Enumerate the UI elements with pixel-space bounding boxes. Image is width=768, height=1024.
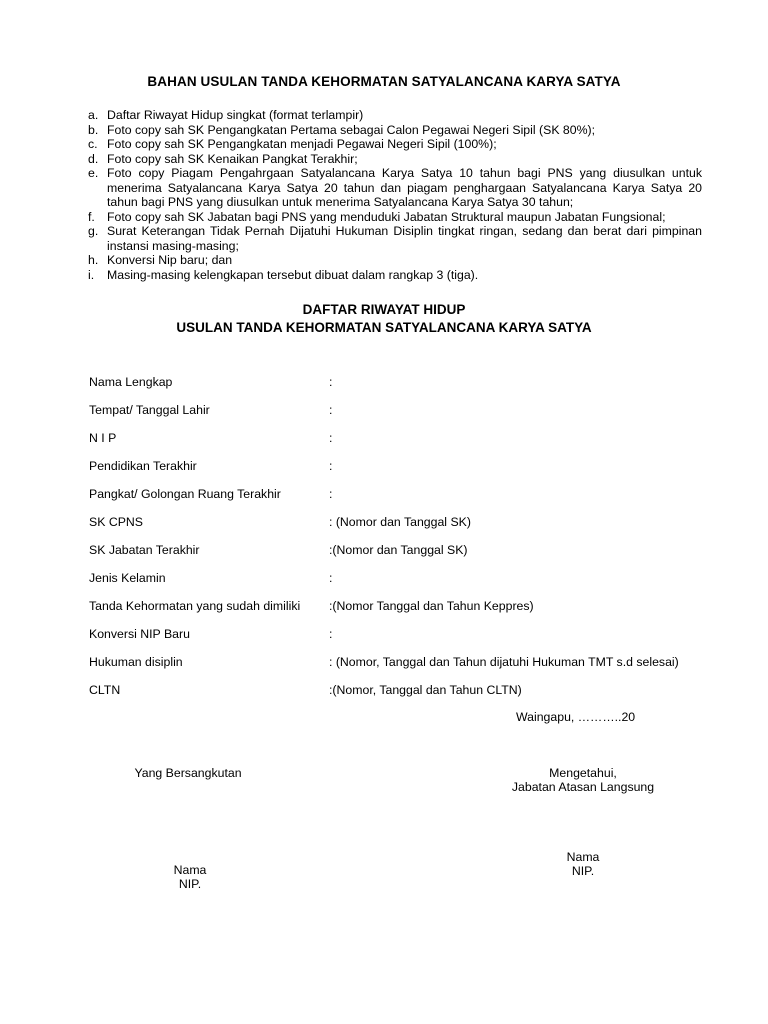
form-row (89, 515, 729, 531)
field-label: SK CPNS (89, 515, 143, 529)
requirements-list (88, 108, 702, 282)
place-date: Waingapu, ………..20 (516, 710, 636, 724)
field-label: Nama Lengkap (89, 375, 173, 389)
list-item-text: Foto copy sah SK Jabatan bagi PNS yang menduduki Jabatan Struktural maupun Jabatan Fungsional; (107, 209, 666, 224)
list-item-text: Daftar Riwayat Hidup singkat (format terlampir) (107, 108, 364, 122)
field-value: :(Nomor Tanggal dan Tahun Keppres) (329, 599, 534, 613)
list-item-letter: b. (88, 122, 99, 137)
signature-right-name: Nama (566, 850, 600, 864)
field-label: Pangkat/ Golongan Ruang Terakhir (89, 487, 281, 501)
list-item (88, 137, 702, 152)
list-item-letter: d. (88, 151, 99, 166)
list-item-text: Masing-masing kelengkapan tersebut dibuat dalam rangkap 3 (tiga). (107, 267, 479, 282)
signature-left-heading: Yang Bersangkutan (134, 766, 242, 780)
field-value: : (329, 375, 333, 389)
field-label: Jenis Kelamin (89, 571, 166, 585)
list-item-text: Foto copy sah SK Pengangkatan Pertama sebagai Calon Pegawai Negeri Sipil (SK 80%); (107, 122, 596, 137)
field-value: : (329, 571, 333, 585)
field-value: : (329, 627, 333, 641)
list-item-letter: i. (88, 267, 95, 282)
field-label: N I P (89, 431, 117, 445)
field-label: Pendidikan Terakhir (89, 459, 197, 473)
form-row (89, 375, 729, 391)
list-item-letter: f. (88, 209, 95, 224)
field-label: Konversi NIP Baru (89, 627, 190, 641)
field-label: Tempat/ Tanggal Lahir (89, 403, 210, 417)
list-item-text: Konversi Nip baru; dan (107, 253, 233, 267)
list-item (88, 108, 702, 123)
form-row (89, 599, 729, 615)
form-row (89, 655, 729, 671)
list-item (88, 123, 702, 138)
document-title: BAHAN USULAN TANDA KEHORMATAN SATYALANCANA KARYA SATYA (147, 74, 621, 89)
form-row (89, 627, 729, 643)
list-item-text: Foto copy sah SK Kenaikan Pangkat Terakhir; (107, 151, 358, 166)
field-value: : (Nomor, Tanggal dan Tahun dijatuhi Hukuman TMT s.d selesai) (329, 655, 679, 669)
form-row (89, 431, 729, 447)
list-item (88, 152, 702, 167)
form-subtitle: USULAN TANDA KEHORMATAN SATYALANCANA KARYA SATYA (176, 320, 592, 335)
form-row (89, 683, 729, 699)
list-item-letter: g. (88, 224, 99, 238)
field-label: CLTN (89, 683, 121, 697)
list-item-letter: h. (88, 253, 99, 267)
form-row (89, 543, 729, 559)
field-label: SK Jabatan Terakhir (89, 543, 200, 557)
field-value: : (Nomor dan Tanggal SK) (329, 515, 471, 529)
list-item (88, 253, 702, 268)
list-item (88, 166, 702, 210)
list-item-letter: a. (88, 108, 99, 122)
list-item-letter: e. (88, 166, 99, 180)
list-item-text: Surat Keterangan Tidak Pernah Dijatuhi Hukuman Disiplin tingkat ringan, sedang dan berat dari pimpinan instansi masing-masing; (107, 224, 702, 253)
list-item (88, 224, 702, 253)
list-item-letter: c. (88, 137, 98, 151)
field-value: : (329, 487, 333, 501)
list-item (88, 268, 702, 283)
list-item (88, 210, 702, 225)
field-value: :(Nomor, Tanggal dan Tahun CLTN) (329, 683, 522, 697)
signature-left-name: Nama (173, 863, 207, 877)
list-item-text: Foto copy sah SK Pengangkatan menjadi Pegawai Negeri Sipil (100%); (107, 137, 497, 151)
signature-left-nip: NIP. (178, 877, 202, 891)
field-value: : (329, 459, 333, 473)
form-row (89, 459, 729, 475)
form-row (89, 571, 729, 587)
form-row (89, 403, 729, 419)
signature-right-position: Jabatan Atasan Langsung (511, 780, 655, 794)
field-label: Hukuman disiplin (89, 655, 183, 669)
field-value: :(Nomor dan Tanggal SK) (329, 543, 468, 557)
field-value: : (329, 431, 333, 445)
field-label: Tanda Kehormatan yang sudah dimiliki (89, 599, 301, 613)
signature-right-nip: NIP. (571, 864, 595, 878)
signature-right-heading: Mengetahui, (549, 766, 617, 780)
form-title: DAFTAR RIWAYAT HIDUP (302, 302, 466, 317)
form-row (89, 487, 729, 503)
field-value: : (329, 403, 333, 417)
list-item-text: Foto copy Piagam Pengahrgaan Satyalancana Karya Satya 10 tahun bagi PNS yang diusulkan untuk menerima Satyalancana Karya Satya 20 tahun dan piagam penghargaan Satyalancana Karya Satya 20 tahun bagi PNS yang diusulkan untuk menerima Satyalancana Karya Satya 30 tahun; (107, 166, 702, 209)
